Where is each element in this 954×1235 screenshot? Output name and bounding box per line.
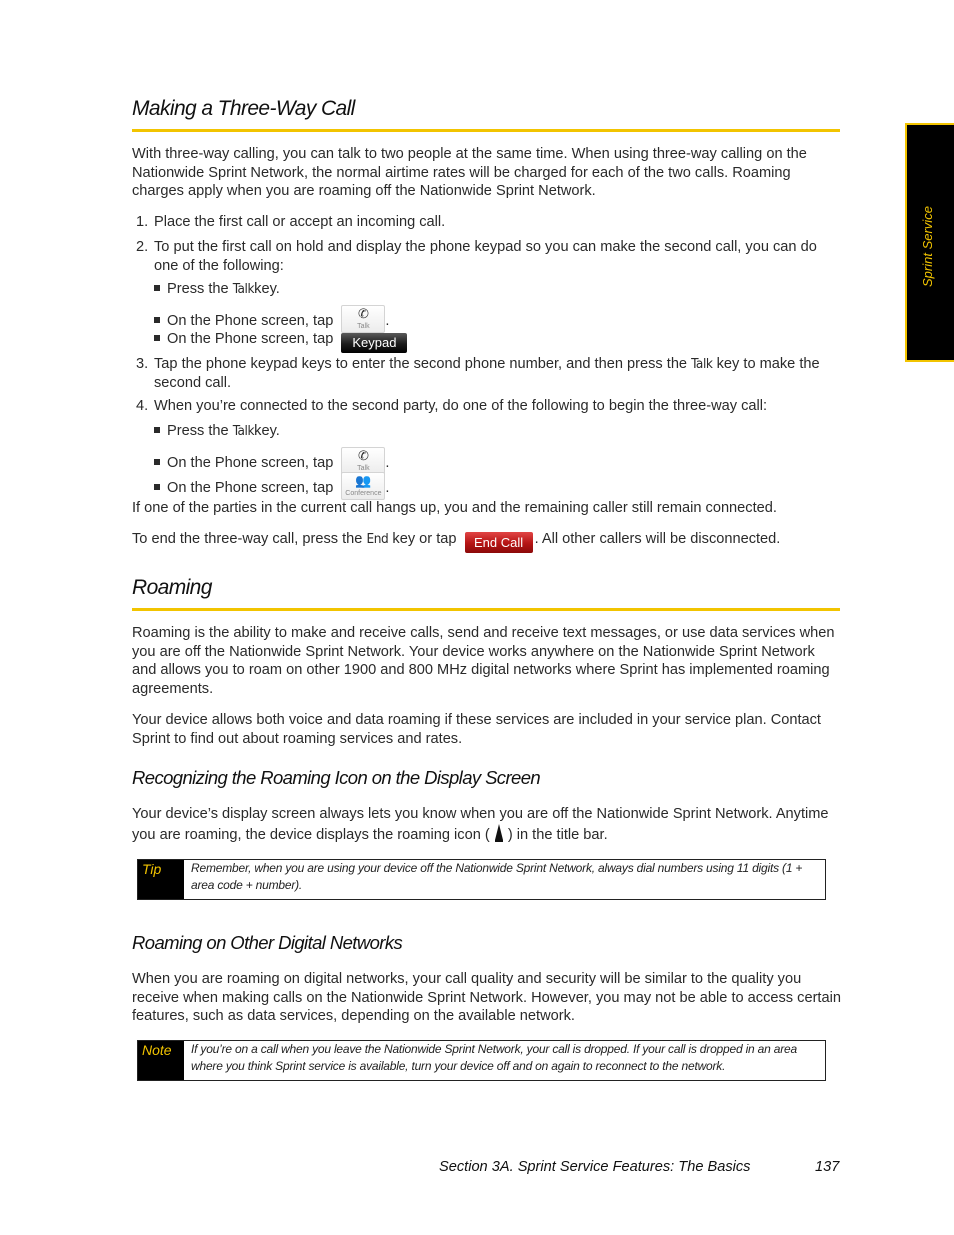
bullet-square [154, 335, 160, 341]
note-label: Note [138, 1041, 184, 1080]
side-tab-label: Sprint Service [920, 206, 935, 287]
tip-label: Tip [138, 860, 184, 899]
step-3-text: Tap the phone keypad keys to enter the second phone number, and then press the Talk key to make the second call. [154, 356, 820, 391]
note-callout [137, 1040, 826, 1081]
keypad-button[interactable]: Keypad [341, 333, 407, 353]
hangup-paragraph: If one of the parties in the current call hangs up, you and the remaining caller still remain connected. [132, 500, 777, 516]
roaming-paragraph-1: Roaming is the ability to make and receive calls, send and receive text messages, or use data services when you are off the Nationwide Sprint Network. Your device works anywhere on the Nationwide Sprint Network and allows you to roam on other 1900 and 800 MHz digital networks where Sprint has implemented roaming agreements. [132, 625, 835, 697]
step-2-bullet-keypad-button: On the Phone screen, tap Keypad [154, 330, 407, 353]
bullet-square [154, 459, 160, 465]
step-number: 4. [136, 398, 149, 414]
tip-text: Remember, when you are using your device off the Nationwide Sprint Network, always dial numbers using 11 digits (1 + area code + number). [191, 861, 803, 892]
bullet-square [154, 317, 160, 323]
subheading-roaming-icon: Recognizing the Roaming Icon on the Display Screen [132, 767, 541, 788]
intro-paragraph: With three-way calling, you can talk to two people at the same time. When using three-way calling on the Nationwide Sprint Network, the normal airtime rates will be charged for each of the two calls. Roaming charges apply when you are roaming off the Nationwide Sprint Network. [132, 146, 807, 199]
heading-rule [132, 608, 840, 611]
people-icon: 👥 [355, 473, 372, 488]
bullet-square [154, 285, 160, 291]
step-4-bullet-conference-button: On the Phone screen, tap 👥 Conference . [154, 472, 389, 500]
conference-button[interactable]: 👥 Conference [341, 472, 385, 500]
step-2-text: To put the first call on hold and display the phone keypad so you can make the second call, you can do one of the following: [154, 239, 817, 274]
section-side-tab [905, 123, 954, 362]
step-2-bullet-talk-button: On the Phone screen, tap ✆ Talk . [154, 305, 389, 333]
roaming-icon [494, 824, 504, 842]
footer-page-number: 137 [815, 1159, 840, 1175]
step-1-text: Place the first call or accept an incoming call. [154, 214, 446, 230]
step-2-bullet-talk-key: Press the Talkkey. [154, 280, 280, 299]
tip-callout [137, 859, 826, 900]
roaming-icon-paragraph: Your device’s display screen always lets you know when you are off the Nationwide Sprint Network. Anytime you are roaming, the device displays the roaming icon ( ) in the title bar. [132, 806, 829, 843]
step-number: 1. [136, 214, 149, 230]
step-4-bullet-talk-button: On the Phone screen, tap ✆ Talk . [154, 447, 389, 475]
talk-key-label: Talk [232, 423, 255, 439]
talk-key-label: Talk [232, 281, 255, 297]
talk-key-label: Talk [691, 356, 713, 372]
roaming-paragraph-2: Your device allows both voice and data roaming if these services are included in your service plan. Contact Sprint to find out about roaming services and rates. [132, 712, 821, 747]
heading-rule [132, 129, 840, 132]
step-number: 3. [136, 356, 149, 372]
bullet-square [154, 484, 160, 490]
talk-button[interactable]: ✆ Talk [341, 305, 385, 333]
end-call-paragraph: To end the three-way call, press the End key or tap End Call . All other callers will be disconnected. [132, 530, 842, 553]
heading-three-way-call: Making a Three-Way Call [132, 97, 355, 120]
subheading-other-networks: Roaming on Other Digital Networks [132, 932, 403, 953]
talk-button[interactable]: ✆ Talk [341, 447, 385, 475]
step-4-bullet-talk-key: Press the Talkkey. [154, 422, 280, 441]
step-number: 2. [136, 239, 149, 255]
step-4-text: When you’re connected to the second party, do one of the following to begin the three-way call: [154, 398, 768, 414]
phone-handset-icon: ✆ [357, 306, 369, 321]
note-text: If you’re on a call when you leave the Nationwide Sprint Network, your call is dropped. If your call is dropped in an area where you think Sprint service is available, turn your device off and on again to reconnect to the network. [191, 1042, 797, 1073]
heading-roaming: Roaming [132, 576, 212, 599]
bullet-square [154, 427, 160, 433]
other-networks-paragraph: When you are roaming on digital networks, your call quality and security will be similar to the quality you receive when making calls on the Nationwide Sprint Network. However, you may not be able to access certain features, such as data services, depending on the available network. [132, 971, 841, 1024]
footer-section-title: Section 3A. Sprint Service Features: The Basics [439, 1159, 751, 1175]
end-call-button[interactable]: End Call [465, 532, 533, 553]
end-key-label: End [366, 531, 389, 547]
phone-handset-icon: ✆ [357, 448, 369, 463]
